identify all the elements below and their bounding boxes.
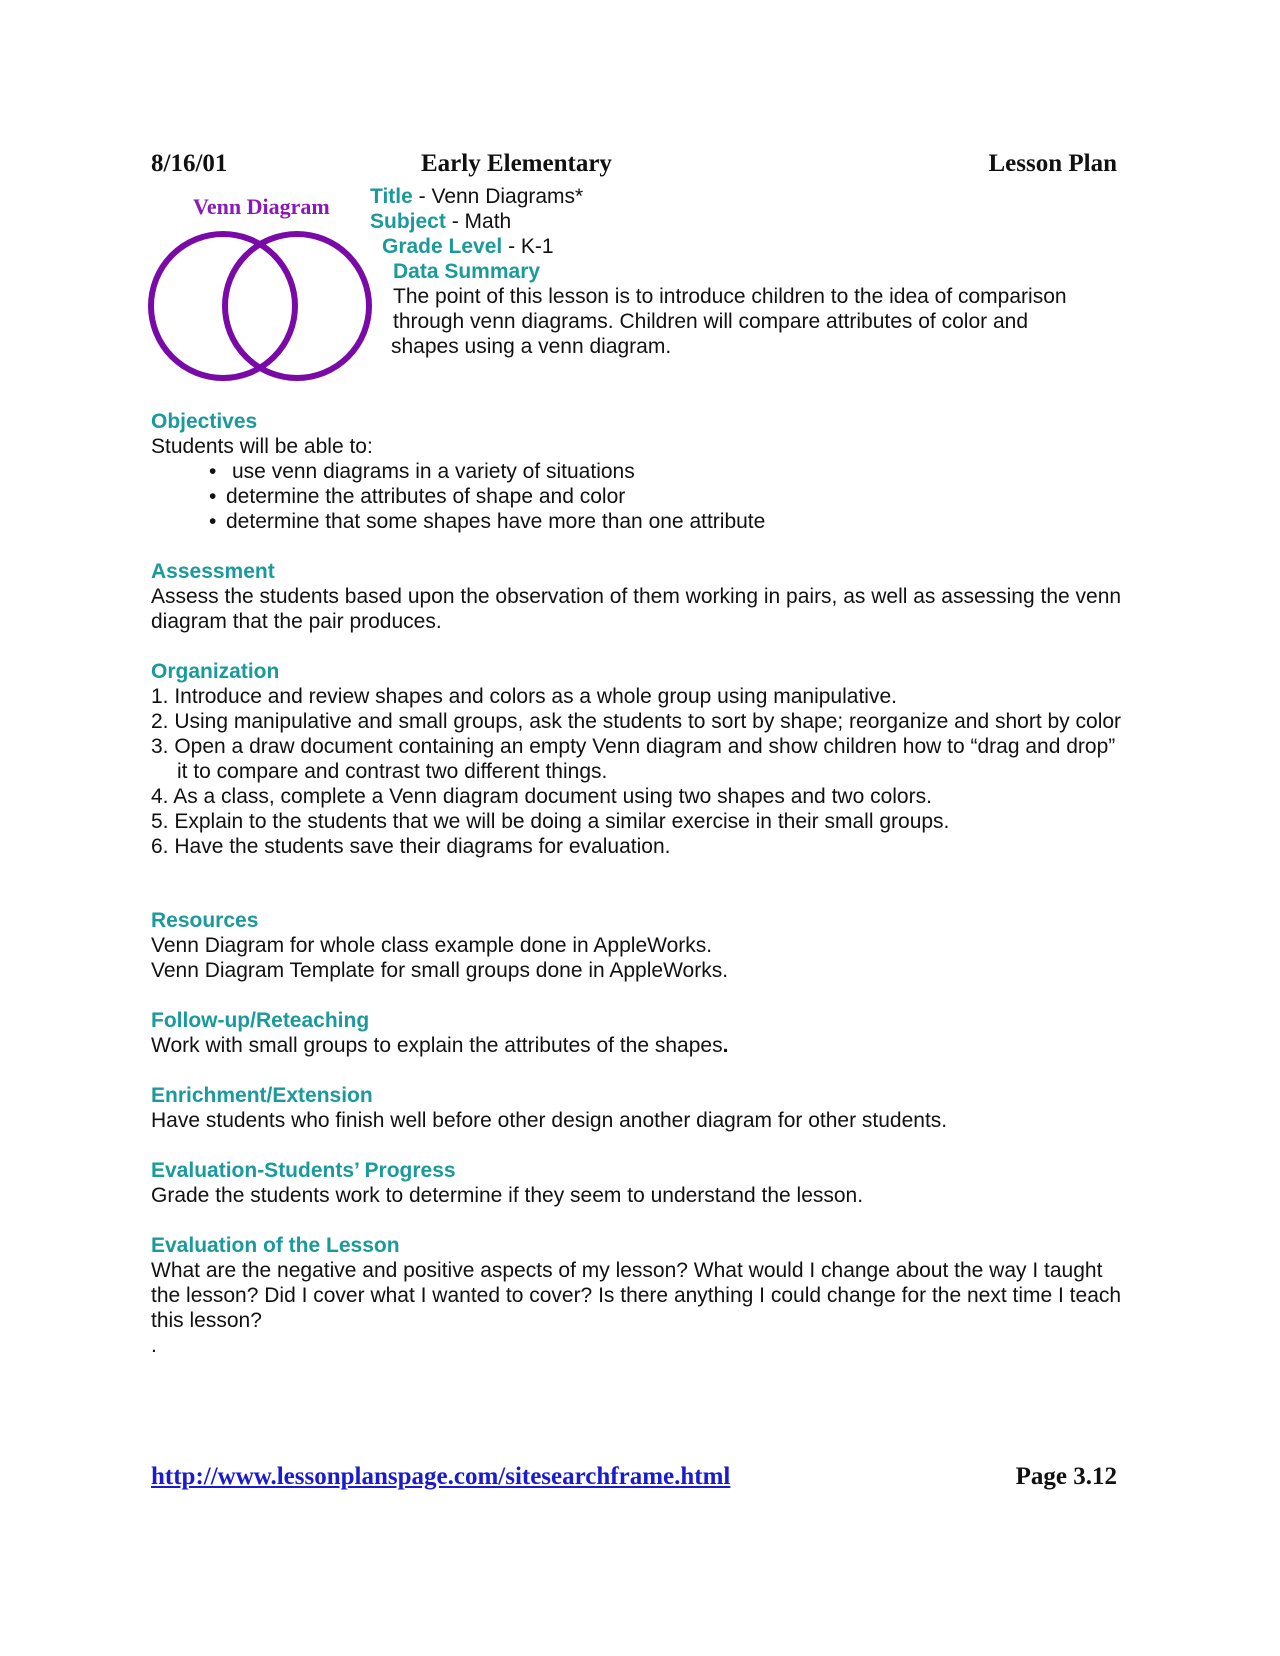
organization-step: 1. Introduce and review shapes and colors as a whole group using manipulative. [151,685,897,708]
followup-text: Work with small groups to explain the attributes of the shapes. [151,1034,729,1057]
assessment-section [151,559,1131,634]
subject-value: - Math [451,210,512,233]
grade-value: - K-1 [508,235,554,258]
resources-section [151,908,1131,983]
resources-heading: Resources [151,909,259,932]
organization-step: 4. As a class, complete a Venn diagram document using two shapes and two colors. [151,785,932,808]
title-value: - Venn Diagrams* [418,185,584,208]
subject-line [370,209,511,234]
footer-page-number: Page 3.12 [1015,1463,1117,1490]
organization-step: 5. Explain to the students that we will be doing a similar exercise in their small groups. [151,810,950,833]
title-label: Title [370,185,413,208]
objective-item: • determine the attributes of shape and color [209,485,626,508]
followup-section [151,1008,1131,1058]
eval-progress-section [151,1158,1131,1208]
assessment-text: Assess the students based upon the observation of them working in pairs, as well as assessing the venn diagram that the pair produces. [151,585,1122,633]
eval-progress-text: Grade the students work to determine if they seem to understand the lesson. [151,1184,864,1207]
eval-progress-heading: Evaluation-Students’ Progress [151,1159,456,1182]
objective-item: • use venn diagrams in a variety of situations [209,460,635,483]
organization-section [151,659,1131,859]
title-line [370,184,583,209]
summary-line-2: through venn diagrams. Children will compare attributes of color and [393,310,1028,333]
venn-diagram-graphic [140,224,390,394]
subject-label: Subject [370,210,446,233]
resources-line: Venn Diagram Template for small groups done in AppleWorks. [151,959,729,982]
objective-item: • determine that some shapes have more than one attribute [209,510,766,533]
eval-lesson-text: What are the negative and positive aspects of my lesson? What would I change about the way I taught the lesson? Did I cover what I wanted to cover? Is there anything I could change for the next time I teach this lesson? [151,1259,1122,1332]
organization-step: 2. Using manipulative and small groups, ask the students to sort by shape; reorganize and short by color [151,710,1122,733]
eval-lesson-heading: Evaluation of the Lesson [151,1234,400,1257]
data-summary-heading: Data Summary [393,260,541,283]
enrichment-section [151,1083,1131,1133]
eval-lesson-section [151,1233,1131,1358]
header-level: Early Elementary [421,150,612,177]
header-doc-type: Lesson Plan [988,150,1117,177]
organization-heading: Organization [151,660,280,683]
organization-step: 3. Open a draw document containing an empty Venn diagram and show children how to “drag and drop” it to compare and contrast two different things. [151,735,1116,783]
summary-line-3: shapes using a venn diagram. [391,335,672,358]
summary-line-1: The point of this lesson is to introduce children to the idea of comparison [393,285,1067,308]
resources-line: Venn Diagram for whole class example done in AppleWorks. [151,934,713,957]
grade-label: Grade Level [382,235,503,258]
enrichment-heading: Enrichment/Extension [151,1084,373,1107]
objectives-heading: Objectives [151,410,258,433]
followup-heading: Follow-up/Reteaching [151,1009,370,1032]
assessment-heading: Assessment [151,560,275,583]
organization-step: 6. Have the students save their diagrams for evaluation. [151,835,671,858]
enrichment-text: Have students who finish well before other design another diagram for other students. [151,1109,948,1132]
header-date: 8/16/01 [151,150,228,177]
venn-diagram-label: Venn Diagram [193,194,330,219]
objectives-section [151,409,1131,534]
footer-url-link[interactable]: http://www.lessonplanspage.com/sitesearchframe.html [151,1463,731,1490]
grade-line [382,234,554,259]
eval-lesson-trailing: . [151,1334,157,1357]
objectives-intro: Students will be able to: [151,435,373,458]
